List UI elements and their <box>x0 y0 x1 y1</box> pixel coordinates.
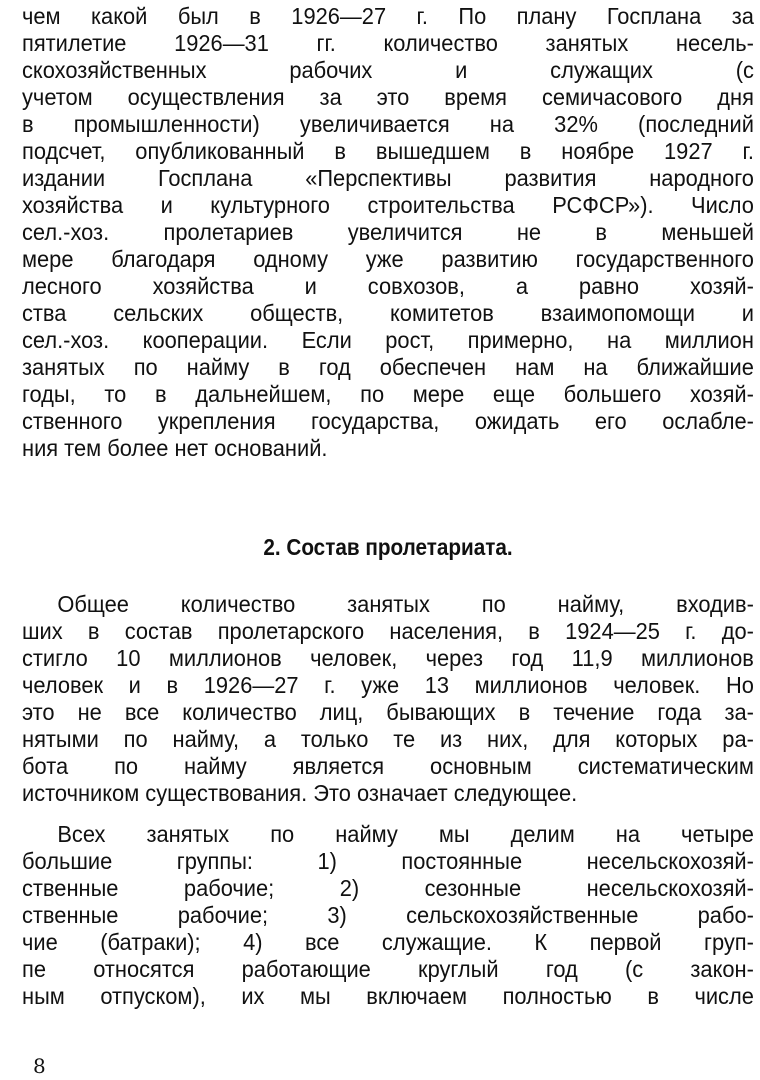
text-line: ственного укрепления государства, ожидать его ослабле- <box>22 408 754 434</box>
text-line: пе относятся работающие круглый год (с закон- <box>22 956 754 982</box>
page-number: 8 <box>33 1054 46 1078</box>
text-line: бота по найму является основным систематическим <box>22 753 754 779</box>
text-line: хозяйства и культурного строительства РСФСР»). Число <box>22 192 754 218</box>
text-line: подсчет, опубликованный в вышедшем в ноябре 1927 г. <box>22 138 754 164</box>
text-line: чие (батраки); 4) все служащие. К первой груп- <box>22 929 754 955</box>
text-line: скохозяйственных рабочих и служащих (с <box>22 57 754 83</box>
text-line: ших в состав пролетарского населения, в 1924—25 г. до- <box>22 618 754 644</box>
text-line: Общее количество занятых по найму, входив- <box>57 591 754 617</box>
text-line: нятыми по найму, а только те из них, для которых ра- <box>22 726 754 752</box>
text-line: сел.-хоз. пролетариев увеличится не в меньшей <box>22 219 754 245</box>
text-line: годы, то в дальнейшем, по мере еще большего хозяй- <box>22 381 754 407</box>
section-heading: 2. Состав пролетариата. <box>263 534 513 560</box>
text-line: источником существования. Это означает следующее. <box>22 780 578 806</box>
text-line: большие группы: 1) постоянные несельскохозяй- <box>22 848 754 874</box>
text-line: сел.-хоз. кооперации. Если рост, примерно, на миллион <box>22 327 754 353</box>
text-line: издании Госплана «Перспективы развития народного <box>22 165 754 191</box>
text-line: занятых по найму в год обеспечен нам на ближайшие <box>22 354 754 380</box>
text-line: ства сельских обществ, комитетов взаимопомощи и <box>22 300 754 326</box>
text-line: лесного хозяйства и совхозов, а равно хозяй- <box>22 273 754 299</box>
text-line: в промышленности) увеличивается на 32% (последний <box>22 111 754 137</box>
text-line: ния тем более нет оснований. <box>22 435 328 461</box>
text-line: это не все количество лиц, бывающих в течение года за- <box>22 699 754 725</box>
text-line: чем какой был в 1926—27 г. По плану Госплана за <box>22 3 754 29</box>
text-line: стигло 10 миллионов человек, через год 11,9 миллионов <box>22 645 754 671</box>
text-line: Всех занятых по найму мы делим на четыре <box>57 821 754 847</box>
text-line: ственные рабочие; 3) сельскохозяйственные рабо- <box>22 902 754 928</box>
text-line: человек и в 1926—27 г. уже 13 миллионов человек. Но <box>22 672 754 698</box>
text-line: ственные рабочие; 2) сезонные несельскохозяй- <box>22 875 754 901</box>
text-line: мере благодаря одному уже развитию государственного <box>22 246 754 272</box>
text-line: учетом осуществления за это время семичасового дня <box>22 84 754 110</box>
text-line: ным отпуском), их мы включаем полностью в числе <box>22 983 754 1009</box>
text-line: пятилетие 1926—31 гг. количество занятых несель- <box>22 30 754 56</box>
